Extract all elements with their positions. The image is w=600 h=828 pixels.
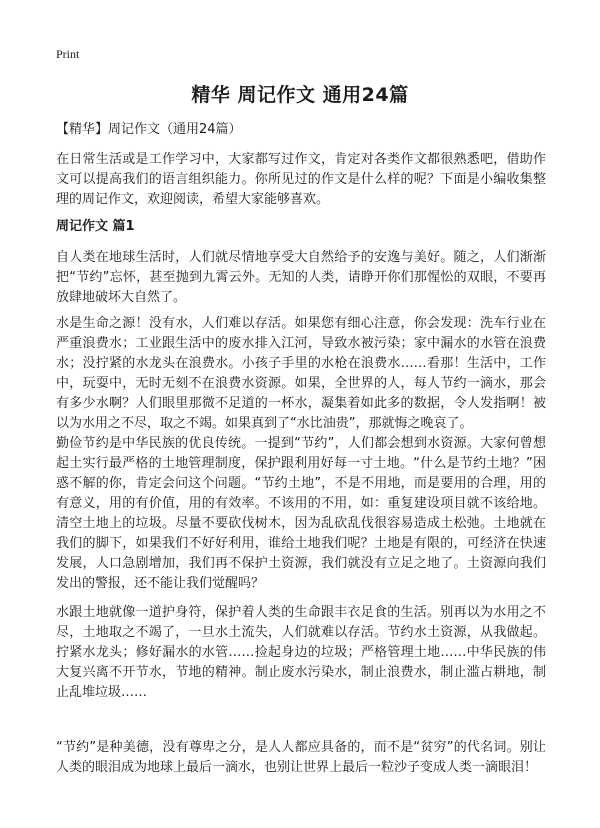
- section-heading: 周记作文 篇1: [56, 219, 135, 234]
- body-paragraph-1: 自人类在地球生活时，人们就尽情地享受大自然给予的安逸与美好。随之，人们渐渐把“节约”忘怀，甚至抛到九霄云外。无知的人类，请睁开你们那惺忪的双眼，不要再放肆地破坏大自然了。: [56, 250, 546, 305]
- page-title: 精华 周记作文 通用24篇: [191, 84, 409, 106]
- intro-paragraph: 在日常生活或是工作学习中，大家都写过作文，肯定对各类作文都很熟悉吧，借助作文可以提高我们的语言组织能力。你所见过的作文是什么样的呢？下面是小编收集整理的周记作文，欢迎阅读，希望大家能够喜欢。: [56, 152, 546, 207]
- document-subtitle: 【精华】周记作文（通用24篇）: [56, 122, 242, 137]
- body-paragraph-5: “节约”是种美德，没有尊卑之分，是人人都应具备的，而不是“贫穷”的代名词。别让人类的眼泪成为地球上最后一滴水，也别让世界上最后一粒沙子变成人类一滴眼泪！: [56, 740, 546, 775]
- body-paragraph-3: 勤俭节约是中华民族的优良传统。一提到“节约”，人们都会想到水资源。大家何曾想起土实行最严格的土地管理制度，保护跟利用好每一寸土地。“什么是节约土地？”困惑不解的你，肯定会问这个问题。“节约土地”，不是不用地，而是要用的合理，用的有意义，用的有价值，用的有效率。不该用的不用，如：重复建设项目就不该给地。清空土地上的垃圾。尽量不要砍伐树木，因为乱砍乱伐很容易造成土松弛。土地就在我们的脚下，如果我们不好好利用，谁给土地我们呢？土地是有限的，可经济在快速发展，人口急剧增加，我们再不保护土资源，我们就没有立足之地了。土资源向我们发出的警报，还不能让我们觉醒吗？: [56, 436, 546, 591]
- print-label: Print: [56, 47, 80, 61]
- body-paragraph-4: 水跟土地就像一道护身符，保护着人类的生命跟丰衣足食的生活。别再以为水用之不尽，土地取之不竭了，一旦水土流失，人们就难以存活。节约水土资源，从我做起。拧紧水龙头；修好漏水的水管……捡起身边的垃圾；严格管理土地……中华民族的伟大复兴离不开节水，节地的精神。制止废水污染水，制止浪费水，制止滥占耕地，制止乱堆垃圾……: [56, 605, 546, 700]
- body-paragraph-2: 水是生命之源！没有水，人们难以存活。如果您有细心注意，你会发现：洗车行业在严重浪费水；工业跟生活中的废水排入江河，导致水被污染；家中漏水的水管在浪费水；没拧紧的水龙头在浪费水。小孩子手里的水枪在浪费水……看那！生活中，工作中，玩耍中，无时无刻不在浪费水资源。如果，全世界的人，每人节约一滴水，那会有多少水啊？人们眼里那微不足道的一杯水，凝集着如此多的数据，令人发指啊！被以为水用之不尽，取之不竭。如果真到了“水比油贵”，那就悔之晚哀了。: [56, 316, 546, 431]
